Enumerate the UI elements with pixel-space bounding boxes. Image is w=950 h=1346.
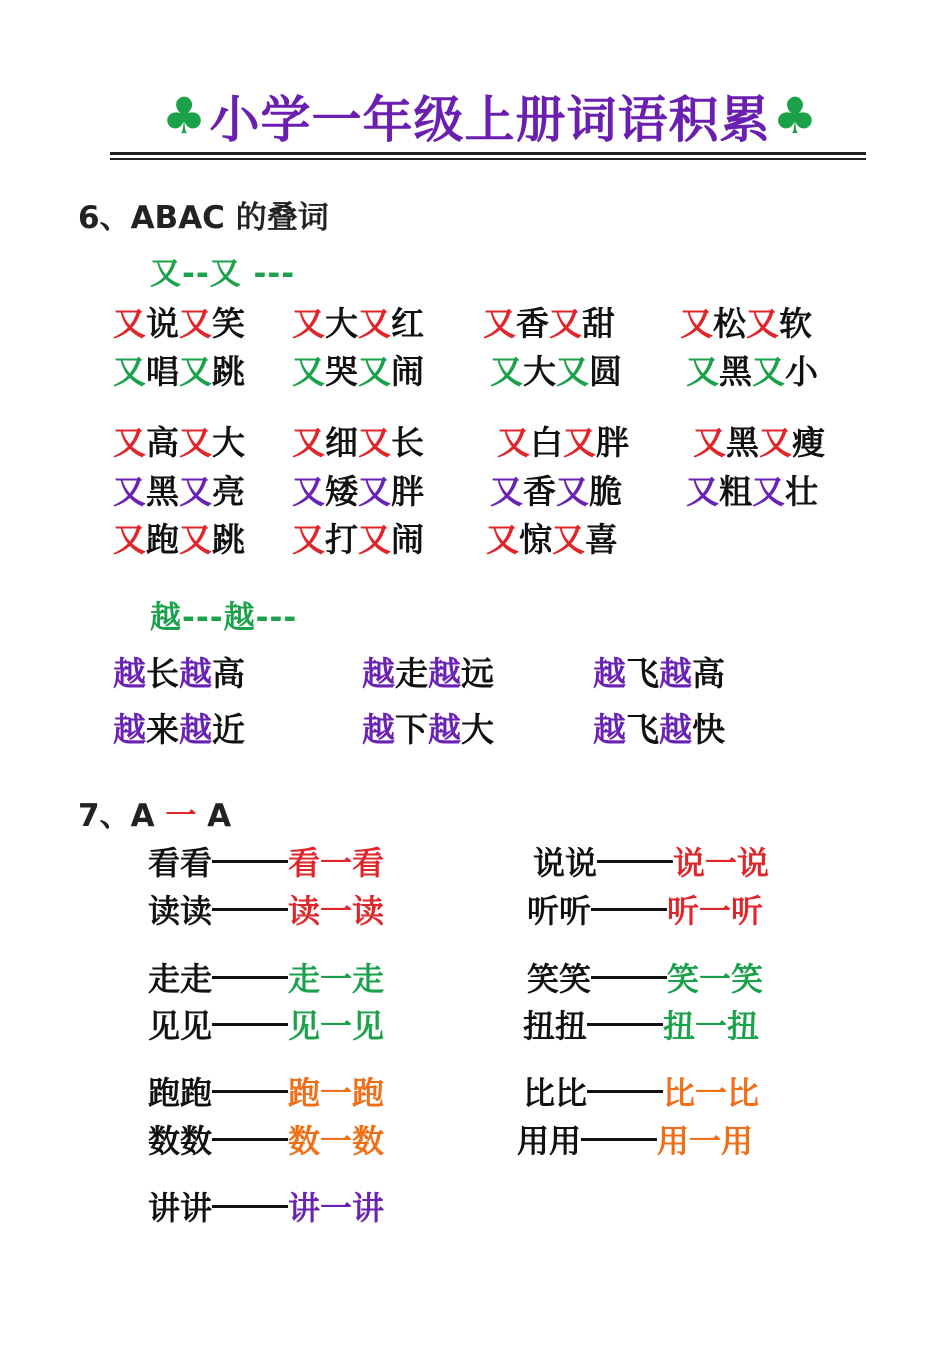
word-char: 来	[146, 710, 179, 749]
pair-connector-line	[212, 1023, 288, 1026]
word-connector: 又	[358, 520, 391, 559]
pair-result: 跑一跑	[288, 1074, 385, 1112]
aa-pair	[527, 954, 763, 1000]
pair-base: 扭扭	[523, 1007, 588, 1045]
word-char: 细	[325, 423, 358, 462]
pair-connector-line	[212, 908, 288, 911]
word-connector: 又	[686, 352, 719, 391]
aa-pair	[148, 1001, 384, 1047]
word-char: 快	[692, 710, 725, 749]
pair-connector-line	[587, 1090, 663, 1093]
aa-pair	[523, 1001, 759, 1047]
word-char: 红	[391, 304, 424, 343]
yue-word	[113, 704, 245, 751]
aa-pair	[148, 1068, 384, 1114]
pair-connector-line	[581, 1138, 657, 1141]
abac-word	[680, 298, 812, 345]
word-connector: 又	[549, 304, 582, 343]
word-connector: 又	[759, 423, 792, 462]
pair-base: 见见	[148, 1007, 213, 1045]
word-connector: 又	[113, 520, 146, 559]
section-7-heading-dash: 一	[165, 798, 197, 834]
word-char: 松	[713, 304, 746, 343]
word-char: 跳	[212, 352, 245, 391]
word-char: 大	[212, 423, 245, 462]
abac-word	[292, 514, 424, 561]
word-connector: 又	[490, 352, 523, 391]
pair-base: 听听	[527, 892, 592, 930]
pair-result: 比一比	[663, 1074, 760, 1112]
pair-connector-line	[212, 1090, 288, 1093]
pair-base: 读读	[148, 892, 213, 930]
pair-base: 讲讲	[148, 1189, 213, 1227]
abac-word	[292, 417, 424, 464]
word-connector: 又	[179, 352, 212, 391]
word-char: 长	[146, 654, 179, 693]
word-connector: 又	[113, 304, 146, 343]
word-connector: 越	[362, 654, 395, 693]
pair-connector-line	[212, 1205, 288, 1208]
pair-base: 看看	[148, 844, 213, 882]
word-connector: 越	[428, 654, 461, 693]
pair-result: 见一见	[288, 1007, 385, 1045]
yue-word	[113, 648, 245, 695]
section-6-heading: 6、ABAC 的叠词	[78, 200, 329, 236]
word-char: 跳	[212, 520, 245, 559]
word-char: 飞	[626, 654, 659, 693]
word-connector: 越	[659, 710, 692, 749]
aa-pair	[533, 838, 769, 884]
word-char: 笑	[212, 304, 245, 343]
word-connector: 又	[358, 352, 391, 391]
pattern-yue: 越---越---	[150, 600, 298, 636]
abac-word	[113, 514, 245, 561]
word-connector: 越	[179, 654, 212, 693]
pair-result: 数一数	[288, 1122, 385, 1160]
word-connector: 又	[179, 520, 212, 559]
word-char: 喜	[585, 520, 618, 559]
word-char: 闹	[391, 352, 424, 391]
pair-base: 用用	[517, 1122, 582, 1160]
word-connector: 又	[563, 423, 596, 462]
pair-connector-line	[212, 860, 288, 863]
pair-base: 跑跑	[148, 1074, 213, 1112]
pattern-you: 又--又 ---	[150, 256, 296, 292]
word-char: 惊	[519, 520, 552, 559]
pair-base: 说说	[533, 844, 598, 882]
aa-pair	[148, 1183, 384, 1229]
word-char: 软	[779, 304, 812, 343]
yue-word	[362, 648, 494, 695]
abac-word	[292, 346, 424, 393]
word-char: 粗	[719, 472, 752, 511]
word-connector: 又	[292, 423, 325, 462]
word-connector: 又	[497, 423, 530, 462]
word-connector: 又	[292, 304, 325, 343]
word-char: 大	[523, 352, 556, 391]
aa-pair	[527, 886, 763, 932]
abac-word	[483, 298, 615, 345]
word-connector: 又	[483, 304, 516, 343]
word-char: 大	[325, 304, 358, 343]
pair-result: 说一说	[673, 844, 770, 882]
word-connector: 越	[113, 710, 146, 749]
word-connector: 越	[593, 654, 626, 693]
pair-base: 比比	[523, 1074, 588, 1112]
word-connector: 又	[358, 472, 391, 511]
pair-base: 数数	[148, 1122, 213, 1160]
abac-word	[686, 466, 818, 513]
word-connector: 又	[179, 304, 212, 343]
pair-connector-line	[212, 976, 288, 979]
word-char: 哭	[325, 352, 358, 391]
title-divider	[110, 158, 866, 160]
pair-result: 听一听	[667, 892, 764, 930]
word-connector: 又	[358, 304, 391, 343]
word-char: 小	[785, 352, 818, 391]
word-char: 下	[395, 710, 428, 749]
word-char: 壮	[785, 472, 818, 511]
word-connector: 又	[292, 520, 325, 559]
abac-word	[490, 346, 622, 393]
word-connector: 又	[693, 423, 726, 462]
pair-base: 笑笑	[527, 960, 592, 998]
word-connector: 越	[659, 654, 692, 693]
word-connector: 又	[556, 472, 589, 511]
aa-pair	[148, 838, 384, 884]
word-connector: 又	[490, 472, 523, 511]
word-connector: 越	[179, 710, 212, 749]
aa-pair	[148, 954, 384, 1000]
word-connector: 又	[552, 520, 585, 559]
word-connector: 又	[358, 423, 391, 462]
abac-word	[113, 346, 245, 393]
word-char: 长	[391, 423, 424, 462]
word-char: 高	[212, 654, 245, 693]
pair-result: 读一读	[288, 892, 385, 930]
pair-connector-line	[597, 860, 673, 863]
word-char: 走	[395, 654, 428, 693]
word-char: 脆	[589, 472, 622, 511]
word-connector: 又	[486, 520, 519, 559]
abac-word	[693, 417, 825, 464]
word-char: 远	[461, 654, 494, 693]
word-char: 香	[523, 472, 556, 511]
aa-pair	[148, 1116, 384, 1162]
word-char: 跑	[146, 520, 179, 559]
word-connector: 越	[362, 710, 395, 749]
section-7-heading-suffix: A	[207, 798, 232, 834]
word-char: 圆	[589, 352, 622, 391]
word-connector: 又	[292, 472, 325, 511]
word-connector: 又	[292, 352, 325, 391]
pair-result: 用一用	[657, 1122, 754, 1160]
word-char: 胖	[596, 423, 629, 462]
abac-word	[486, 514, 618, 561]
word-connector: 又	[746, 304, 779, 343]
abac-word	[113, 466, 245, 513]
word-char: 高	[146, 423, 179, 462]
word-connector: 越	[593, 710, 626, 749]
abac-word	[497, 417, 629, 464]
aa-pair	[148, 886, 384, 932]
word-char: 说	[146, 304, 179, 343]
abac-word	[113, 417, 245, 464]
pair-connector-line	[587, 1023, 663, 1026]
word-connector: 又	[680, 304, 713, 343]
word-char: 矮	[325, 472, 358, 511]
word-char: 黑	[719, 352, 752, 391]
word-connector: 又	[686, 472, 719, 511]
word-char: 黑	[146, 472, 179, 511]
word-connector: 又	[179, 472, 212, 511]
word-char: 甜	[582, 304, 615, 343]
pair-connector-line	[591, 908, 667, 911]
word-connector: 又	[113, 472, 146, 511]
word-connector: 又	[179, 423, 212, 462]
word-char: 胖	[391, 472, 424, 511]
page-title-row	[110, 84, 870, 148]
abac-word	[292, 466, 424, 513]
pair-connector-line	[591, 976, 667, 979]
yue-word	[593, 648, 725, 695]
word-char: 黑	[726, 423, 759, 462]
section-7-heading-prefix: 7、A	[78, 798, 155, 834]
word-connector: 又	[752, 352, 785, 391]
club-icon: ♣	[161, 87, 208, 145]
word-char: 大	[461, 710, 494, 749]
word-connector: 又	[752, 472, 785, 511]
pair-result: 讲一讲	[288, 1189, 385, 1227]
abac-word	[686, 346, 818, 393]
yue-word	[593, 704, 725, 751]
pair-connector-line	[212, 1138, 288, 1141]
pair-result: 扭一扭	[663, 1007, 760, 1045]
word-connector: 又	[113, 352, 146, 391]
word-char: 高	[692, 654, 725, 693]
word-char: 瘦	[792, 423, 825, 462]
pair-result: 走一走	[288, 960, 385, 998]
section-7-heading	[78, 790, 231, 835]
word-connector: 越	[428, 710, 461, 749]
word-char: 唱	[146, 352, 179, 391]
title-divider	[110, 152, 866, 155]
page-title: 小学一年级上册词语积累	[209, 91, 771, 149]
club-icon: ♣	[772, 87, 819, 145]
word-char: 白	[530, 423, 563, 462]
word-char: 近	[212, 710, 245, 749]
word-char: 亮	[212, 472, 245, 511]
aa-pair	[517, 1116, 753, 1162]
abac-word	[292, 298, 424, 345]
word-char: 打	[325, 520, 358, 559]
pair-result: 看一看	[288, 844, 385, 882]
pair-result: 笑一笑	[667, 960, 764, 998]
word-char: 香	[516, 304, 549, 343]
yue-word	[362, 704, 494, 751]
word-char: 飞	[626, 710, 659, 749]
word-connector: 越	[113, 654, 146, 693]
aa-pair	[523, 1068, 759, 1114]
abac-word	[490, 466, 622, 513]
abac-word	[113, 298, 245, 345]
word-connector: 又	[556, 352, 589, 391]
word-connector: 又	[113, 423, 146, 462]
word-char: 闹	[391, 520, 424, 559]
pair-base: 走走	[148, 960, 213, 998]
